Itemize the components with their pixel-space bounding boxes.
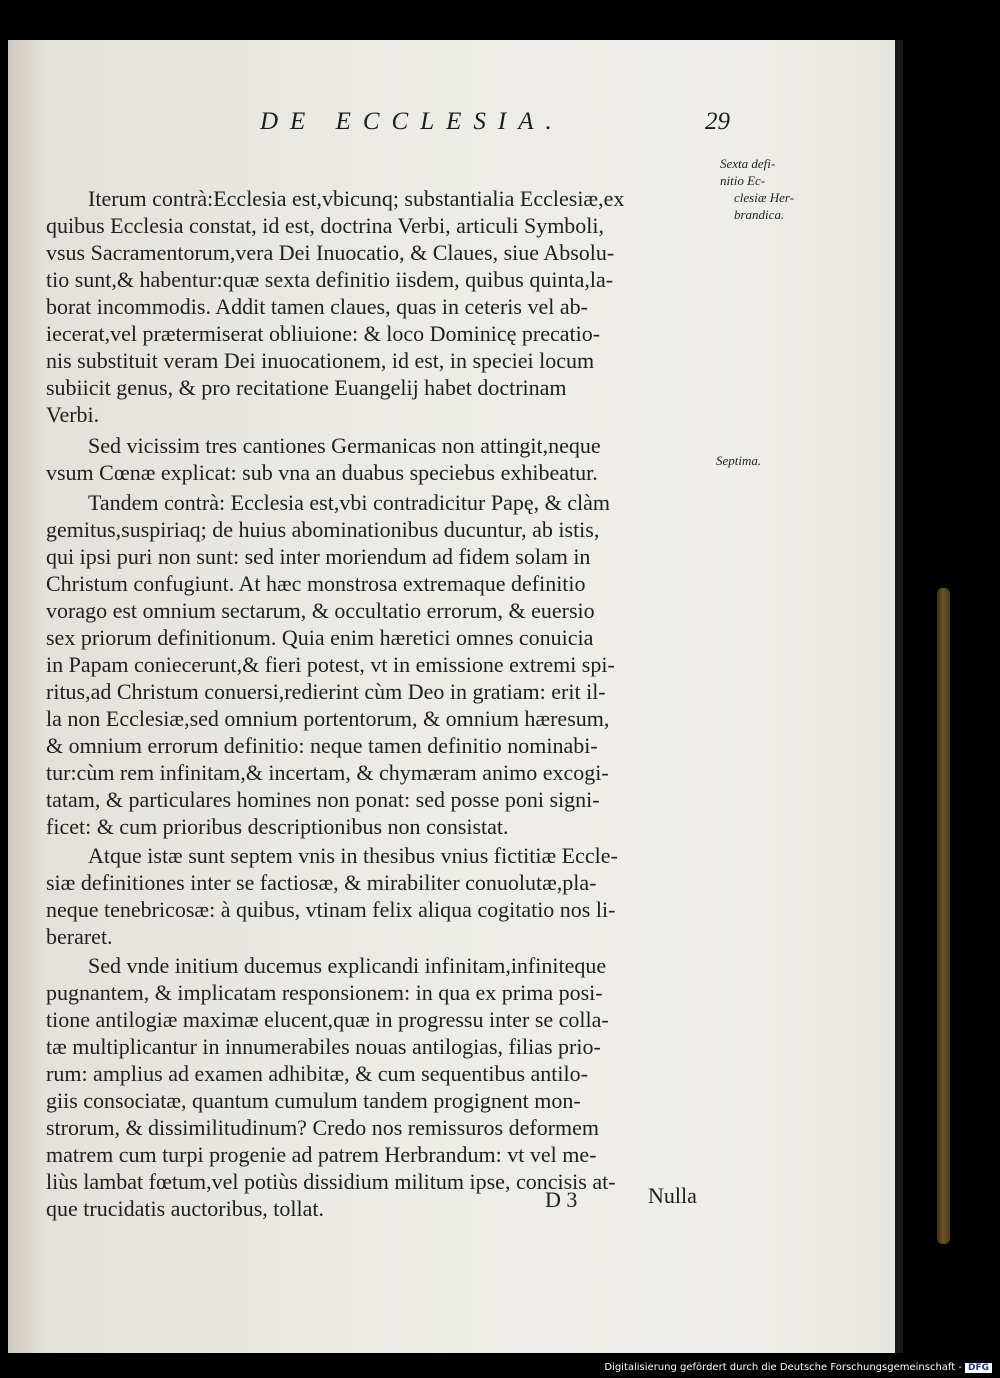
text-line: la non Ecclesiæ,sed omnium portentorum, & omnium hæresum, [46,706,610,731]
text-line: Sed vnde initium ducemus explicandi infinitam,infiniteque [88,953,607,978]
text-line: borat incommodis. Addit tamen claues, quas in ceteris vel ab- [46,294,588,319]
text-line: pugnantem, & implicatam responsionem: in qua ex prima posi- [46,980,603,1005]
digitization-credit [604,1362,992,1373]
text-line: siæ definitiones inter se factiosæ, & mirabiliter conuolutæ,pla- [46,870,597,895]
text-line: ritus,ad Christum conuersi,redierint cùm Deo in gratiam: erit il- [46,679,606,704]
text-line: giis consociatæ, quantum cumulum tandem progignent mon- [46,1088,581,1113]
text-line: liùs lambat fœtum,vel potiùs dissidium militum ipse, concisis at- [46,1169,616,1194]
text-line: tione antilogiæ maximæ elucent,quæ in progressu inter se colla- [46,1007,609,1032]
margin-note-septima [716,452,761,469]
text-line: tatam, & particulares homines non ponat: sed posse poni signi- [46,787,600,812]
text-line: gemitus,suspiriaq; de huius abominationibus ducuntur, ab istis, [46,517,600,542]
margin-note-line: clesiæ Her- [734,190,795,205]
text-line: tur:cùm rem infinitam,& incertam, & chymæram animo excogi- [46,760,609,785]
page-header [260,108,730,142]
text-line: tio sunt,& habentur:quæ sexta definitio iisdem, quibus quinta,la- [46,267,614,292]
credit-text: Digitalisierung gefördert durch die Deutsche Forschungsgemeinschaft - [604,1362,962,1373]
text-line: Tandem contrà: Ecclesia est,vbi contradicitur Papę, & clàm [88,490,610,515]
bookmark-ribbon [937,588,950,1244]
text-line: matrem cum turpi progenie ad patrem Herbrandum: vt vel me- [46,1142,597,1167]
text-line: vsum Cœnæ explicat: sub vna an duabus speciebus exhibeatur. [46,460,598,485]
margin-note-line: brandica. [734,207,785,222]
text-line: iecerat,vel prætermiserat obliuione: & loco Dominicę precatio- [46,321,601,346]
text-line: Iterum contrà:Ecclesia est,vbicunq; substantialia Ecclesiæ,ex [88,186,625,211]
text-line: Sed vicissim tres cantiones Germanicas non attingit,neque [88,433,601,458]
text-line: & omnium errorum definitio: neque tamen definitio nominabi- [46,733,598,758]
text-line: nis substituit veram Dei inuocationem, id est, in speciei locum [46,348,595,373]
text-line: Atque istæ sunt septem vnis in thesibus vnius fictitiæ Eccle- [88,843,618,868]
text-line: in Papam coniecerunt,& fieri potest, vt in emissione extremi spi- [46,652,615,677]
text-line: Christum confugiunt. At hæc monstrosa extremaque definitio [46,571,586,596]
catchword: Nulla [648,1183,697,1208]
text-line: qui ipsi puri non sunt: sed inter moriendum ad fidem solam in [46,544,591,569]
text-line: vsus Sacramentorum,vera Dei Inuocatio, & Claues, siue Absolu- [46,240,615,265]
text-line: que trucidatis auctoribus, tollat. [46,1196,324,1221]
text-line: subiicit genus, & pro recitatione Euangelij habet doctrinam [46,375,567,400]
page-edge [895,40,903,1353]
margin-note-line: nitio Ec- [720,173,766,188]
margin-note-line: Septima. [716,453,762,468]
text-line: sex priorum definitionum. Quia enim hæretici omnes conuicia [46,625,594,650]
text-line: strorum, & dissimilitudinum? Credo nos remissuros deformem [46,1115,600,1140]
text-line: beraret. [46,924,113,949]
margin-note-line: Sexta defi- [720,156,776,171]
text-line: quibus Ecclesia constat, id est, doctrina Verbi, articuli Symboli, [46,213,605,238]
text-line: ficet: & cum prioribus descriptionibus non consistat. [46,814,509,839]
book-page [8,40,895,1353]
margin-note-sexta [720,155,794,223]
text-line: neque tenebricosæ: à quibus, vtinam felix aliqua cogitatio nos li- [46,897,616,922]
signature-mark: D 3 [545,1187,578,1212]
text-line: Verbi. [46,402,100,427]
dfg-logo-icon: DFG [965,1363,992,1373]
text-line: rum: amplius ad examen adhibitæ, & cum sequentibus antilo- [46,1061,588,1086]
page-number: 29 [705,108,730,135]
text-line: vorago est omnium sectarum, & occultatio errorum, & euersio [46,598,595,623]
text-line: tæ multiplicantur in innumerabiles nouas antilogias, filias prio- [46,1034,601,1059]
running-title: DE ECCLESIA. [260,108,564,135]
